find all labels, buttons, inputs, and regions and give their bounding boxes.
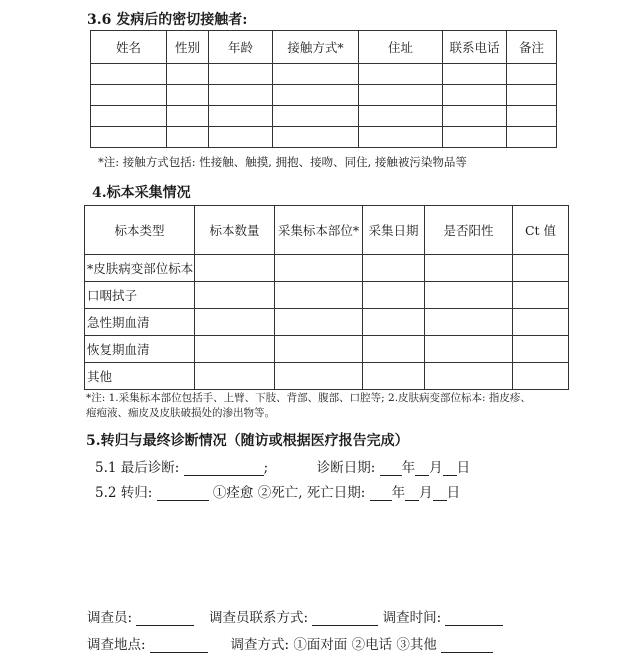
contacts-cell[interactable]: [167, 106, 209, 127]
specimen-cell[interactable]: [363, 336, 425, 363]
specimen-row: [85, 255, 569, 282]
contacts-cell[interactable]: [443, 64, 507, 85]
specimen-cell[interactable]: [363, 255, 425, 282]
specimen-cell[interactable]: [195, 309, 275, 336]
death-day-label: 日: [446, 485, 461, 501]
specimen-cell[interactable]: [513, 255, 569, 282]
final-diagnosis-label: 5.1 最后诊断:: [95, 460, 180, 476]
footer-row-1: [87, 606, 503, 626]
specimen-cell[interactable]: [363, 363, 425, 390]
contacts-cell[interactable]: [167, 64, 209, 85]
contacts-cell[interactable]: [507, 127, 557, 148]
final-diagnosis-field[interactable]: [184, 462, 264, 476]
final-diagnosis-semicolon: ;: [263, 460, 269, 476]
contacts-cell[interactable]: [359, 106, 443, 127]
survey-place-label: 调查地点:: [87, 637, 146, 653]
specimen-header-row: [85, 206, 569, 255]
diagnosis-day-field[interactable]: [443, 462, 457, 476]
survey-time-field[interactable]: [445, 612, 503, 626]
contacts-cell[interactable]: [273, 106, 359, 127]
footer-row-2: [87, 633, 493, 653]
death-year-label: 年: [391, 485, 406, 501]
specimen-cell[interactable]: [425, 309, 513, 336]
outcome-label: 5.2 转归:: [95, 485, 153, 501]
contacts-col-header: 接触方式*: [273, 31, 359, 64]
contacts-table: [90, 30, 557, 148]
contacts-col-header: 住址: [359, 31, 443, 64]
specimen-cell[interactable]: [425, 282, 513, 309]
death-month-field[interactable]: [405, 487, 419, 501]
specimen-row: [85, 309, 569, 336]
contacts-col-header: 年龄: [209, 31, 273, 64]
final-diagnosis-row: [95, 456, 470, 476]
specimen-col-header: 标本类型: [85, 206, 195, 255]
specimen-cell[interactable]: [195, 363, 275, 390]
contacts-cell[interactable]: [507, 64, 557, 85]
specimen-cell[interactable]: [275, 309, 363, 336]
specimen-note-line1: *注: 1.采集标本部位包括手、上臂、下肢、背部、腹部、口腔等; 2.皮肤病变部位标本: 指皮疹、: [86, 392, 531, 404]
specimen-note-line2: 疱疱液、痂皮及皮肤破损处的渗出物等。: [86, 407, 275, 419]
contacts-row: [91, 106, 557, 127]
diagnosis-day-label: 日: [456, 460, 471, 476]
specimen-cell[interactable]: [513, 336, 569, 363]
specimen-type-cell: 其他: [85, 363, 195, 390]
contacts-cell[interactable]: [273, 127, 359, 148]
specimen-col-header: 采集日期: [363, 206, 425, 255]
death-year-field[interactable]: [370, 487, 392, 501]
diagnosis-month-label: 月: [429, 460, 443, 476]
contacts-col-header: 备注: [507, 31, 557, 64]
death-day-field[interactable]: [433, 487, 447, 501]
specimen-cell[interactable]: [513, 282, 569, 309]
specimen-col-header: 标本数量: [195, 206, 275, 255]
specimen-type-cell: *皮肤病变部位标本: [85, 255, 195, 282]
diagnosis-month-field[interactable]: [415, 462, 429, 476]
specimen-cell[interactable]: [425, 336, 513, 363]
investigator-field[interactable]: [136, 612, 194, 626]
contacts-row: [91, 127, 557, 148]
outcome-option-recovered[interactable]: ①痊愈: [212, 485, 254, 501]
outcome-option-death[interactable]: ②死亡, 死亡日期:: [257, 485, 366, 501]
specimen-cell[interactable]: [195, 255, 275, 282]
contacts-cell[interactable]: [443, 127, 507, 148]
diagnosis-date-label: 诊断日期:: [316, 460, 376, 476]
contacts-cell[interactable]: [167, 127, 209, 148]
specimen-cell[interactable]: [275, 363, 363, 390]
specimen-row: [85, 336, 569, 363]
survey-method-options[interactable]: ①面对面 ②电话 ③其他: [293, 637, 437, 653]
outcome-heading: 5.转归与最终诊断情况（随访或根据医疗报告完成）: [86, 433, 409, 449]
contacts-cell[interactable]: [443, 85, 507, 106]
specimen-type-cell: 恢复期血清: [85, 336, 195, 363]
diagnosis-year-label: 年: [401, 460, 416, 476]
specimen-cell[interactable]: [513, 309, 569, 336]
specimen-cell[interactable]: [195, 282, 275, 309]
specimen-cell[interactable]: [425, 255, 513, 282]
specimen-cell[interactable]: [363, 282, 425, 309]
outcome-row: [95, 481, 460, 501]
contacts-cell[interactable]: [209, 127, 273, 148]
contacts-cell[interactable]: [167, 85, 209, 106]
contacts-cell[interactable]: [507, 85, 557, 106]
contacts-col-header: 联系电话: [443, 31, 507, 64]
specimen-cell[interactable]: [425, 363, 513, 390]
diagnosis-year-field[interactable]: [380, 462, 402, 476]
specimen-type-cell: 口咽拭子: [85, 282, 195, 309]
survey-method-label: 调查方式:: [230, 637, 290, 653]
contacts-cell[interactable]: [209, 85, 273, 106]
specimen-cell[interactable]: [275, 336, 363, 363]
specimen-heading: 4.标本采集情况: [92, 185, 191, 201]
specimen-col-header: 采集标本部位*: [275, 206, 363, 255]
contacts-cell[interactable]: [91, 127, 167, 148]
specimen-cell[interactable]: [275, 282, 363, 309]
contacts-col-header: 性别: [167, 31, 209, 64]
specimen-cell[interactable]: [513, 363, 569, 390]
contacts-cell[interactable]: [209, 64, 273, 85]
contacts-cell[interactable]: [443, 106, 507, 127]
contacts-row: [91, 85, 557, 106]
contacts-cell[interactable]: [91, 106, 167, 127]
contacts-cell[interactable]: [359, 127, 443, 148]
contacts-col-header: 姓名: [91, 31, 167, 64]
contacts-cell[interactable]: [273, 85, 359, 106]
specimen-col-header: Ct 值: [513, 206, 569, 255]
investigator-contact-label: 调查员联系方式:: [208, 610, 309, 626]
specimen-row: [85, 282, 569, 309]
contacts-cell[interactable]: [91, 85, 167, 106]
investigator-label: 调查员:: [87, 610, 133, 626]
contacts-cell[interactable]: [91, 64, 167, 85]
contacts-row: [91, 64, 557, 85]
contacts-cell[interactable]: [359, 85, 443, 106]
contacts-cell[interactable]: [273, 64, 359, 85]
specimen-table: [84, 205, 569, 390]
survey-time-label: 调查时间:: [382, 610, 442, 626]
specimen-cell[interactable]: [195, 336, 275, 363]
specimen-type-cell: 急性期血清: [85, 309, 195, 336]
contacts-note: *注: 接触方式包括: 性接触、触摸, 拥抱、接吻、同住, 接触被污染物品等: [98, 155, 467, 169]
death-month-label: 月: [419, 485, 433, 501]
survey-method-other-field[interactable]: [441, 639, 493, 653]
contacts-header-row: [91, 31, 557, 64]
contacts-cell[interactable]: [209, 106, 273, 127]
outcome-field[interactable]: [157, 487, 209, 501]
contacts-heading: 3.6 发病后的密切接触者:: [87, 12, 248, 28]
contacts-cell[interactable]: [359, 64, 443, 85]
contacts-cell[interactable]: [507, 106, 557, 127]
survey-place-field[interactable]: [150, 639, 208, 653]
specimen-row: [85, 363, 569, 390]
investigator-contact-field[interactable]: [312, 612, 378, 626]
specimen-col-header: 是否阳性: [425, 206, 513, 255]
specimen-cell[interactable]: [363, 309, 425, 336]
specimen-cell[interactable]: [275, 255, 363, 282]
